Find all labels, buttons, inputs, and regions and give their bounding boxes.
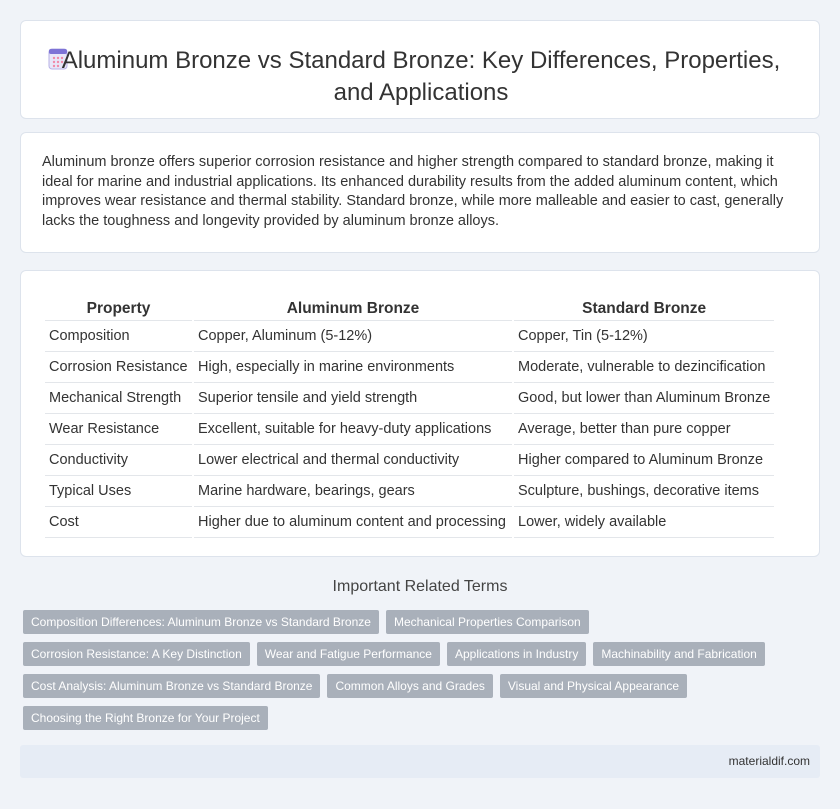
- table-cell: Corrosion Resistance: [45, 352, 192, 383]
- table-cell: Higher compared to Aluminum Bronze: [514, 445, 774, 476]
- table-cell: Mechanical Strength: [45, 383, 192, 414]
- table-cell: Copper, Tin (5-12%): [514, 321, 774, 352]
- table-header-row: [45, 295, 774, 321]
- table-cell: Lower electrical and thermal conductivity: [194, 445, 512, 476]
- comparison-table-card: [20, 270, 820, 557]
- related-term-tag[interactable]: Common Alloys and Grades: [327, 674, 492, 698]
- table-cell: Composition: [45, 321, 192, 352]
- related-terms-list: [23, 610, 783, 738]
- column-header-standard-bronze: Standard Bronze: [514, 295, 774, 321]
- summary-card: [20, 132, 820, 253]
- table-cell: Excellent, suitable for heavy-duty applications: [194, 414, 512, 445]
- header-card: [20, 20, 820, 119]
- table-cell: Higher due to aluminum content and processing: [194, 507, 512, 538]
- table-cell: Moderate, vulnerable to dezincification: [514, 352, 774, 383]
- table-cell: Sculpture, bushings, decorative items: [514, 476, 774, 507]
- related-terms-heading: Important Related Terms: [332, 578, 508, 595]
- table-cell: Conductivity: [45, 445, 192, 476]
- table-row: [45, 476, 774, 507]
- table-cell: Cost: [45, 507, 192, 538]
- related-term-tag[interactable]: Visual and Physical Appearance: [500, 674, 687, 698]
- table-cell: Copper, Aluminum (5-12%): [194, 321, 512, 352]
- table-row: [45, 352, 774, 383]
- summary-paragraph: Aluminum bronze offers superior corrosion resistance and higher strength compared to standard bronze, making it ideal for marine and industrial applications. Its enhanced durability results from the added aluminum content, which improves wear resistance and thermal stability. Standard bronze, while more malleable and easier to cast, generally lacks the toughness and longevity provided by aluminum bronze alloys.: [42, 154, 784, 229]
- related-term-tag[interactable]: Corrosion Resistance: A Key Distinction: [23, 642, 250, 666]
- related-term-tag[interactable]: Choosing the Right Bronze for Your Project: [23, 706, 268, 730]
- footer-site-link[interactable]: materialdif.com: [728, 754, 810, 768]
- table-cell: Lower, widely available: [514, 507, 774, 538]
- related-term-tag[interactable]: Mechanical Properties Comparison: [386, 610, 589, 634]
- page-title: Aluminum Bronze vs Standard Bronze: Key Differences, Properties, and Applications: [61, 47, 781, 106]
- table-row: [45, 507, 774, 538]
- table-row: [45, 321, 774, 352]
- table-row: [45, 414, 774, 445]
- column-header-aluminum-bronze: Aluminum Bronze: [194, 295, 512, 321]
- table-cell: Marine hardware, bearings, gears: [194, 476, 512, 507]
- related-term-tag[interactable]: Cost Analysis: Aluminum Bronze vs Standard Bronze: [23, 674, 320, 698]
- table-cell: High, especially in marine environments: [194, 352, 512, 383]
- table-row: [45, 445, 774, 476]
- footer: [20, 745, 820, 778]
- related-term-tag[interactable]: Applications in Industry: [447, 642, 586, 666]
- table-cell: Typical Uses: [45, 476, 192, 507]
- related-term-tag[interactable]: Composition Differences: Aluminum Bronze vs Standard Bronze: [23, 610, 379, 634]
- related-term-tag[interactable]: Wear and Fatigue Performance: [257, 642, 440, 666]
- table-cell: Average, better than pure copper: [514, 414, 774, 445]
- table-row: [45, 383, 774, 414]
- table-cell: Superior tensile and yield strength: [194, 383, 512, 414]
- related-term-tag[interactable]: Machinability and Fabrication: [593, 642, 764, 666]
- column-header-property: Property: [45, 295, 192, 321]
- table-cell: Wear Resistance: [45, 414, 192, 445]
- comparison-table: [43, 295, 776, 538]
- table-cell: Good, but lower than Aluminum Bronze: [514, 383, 774, 414]
